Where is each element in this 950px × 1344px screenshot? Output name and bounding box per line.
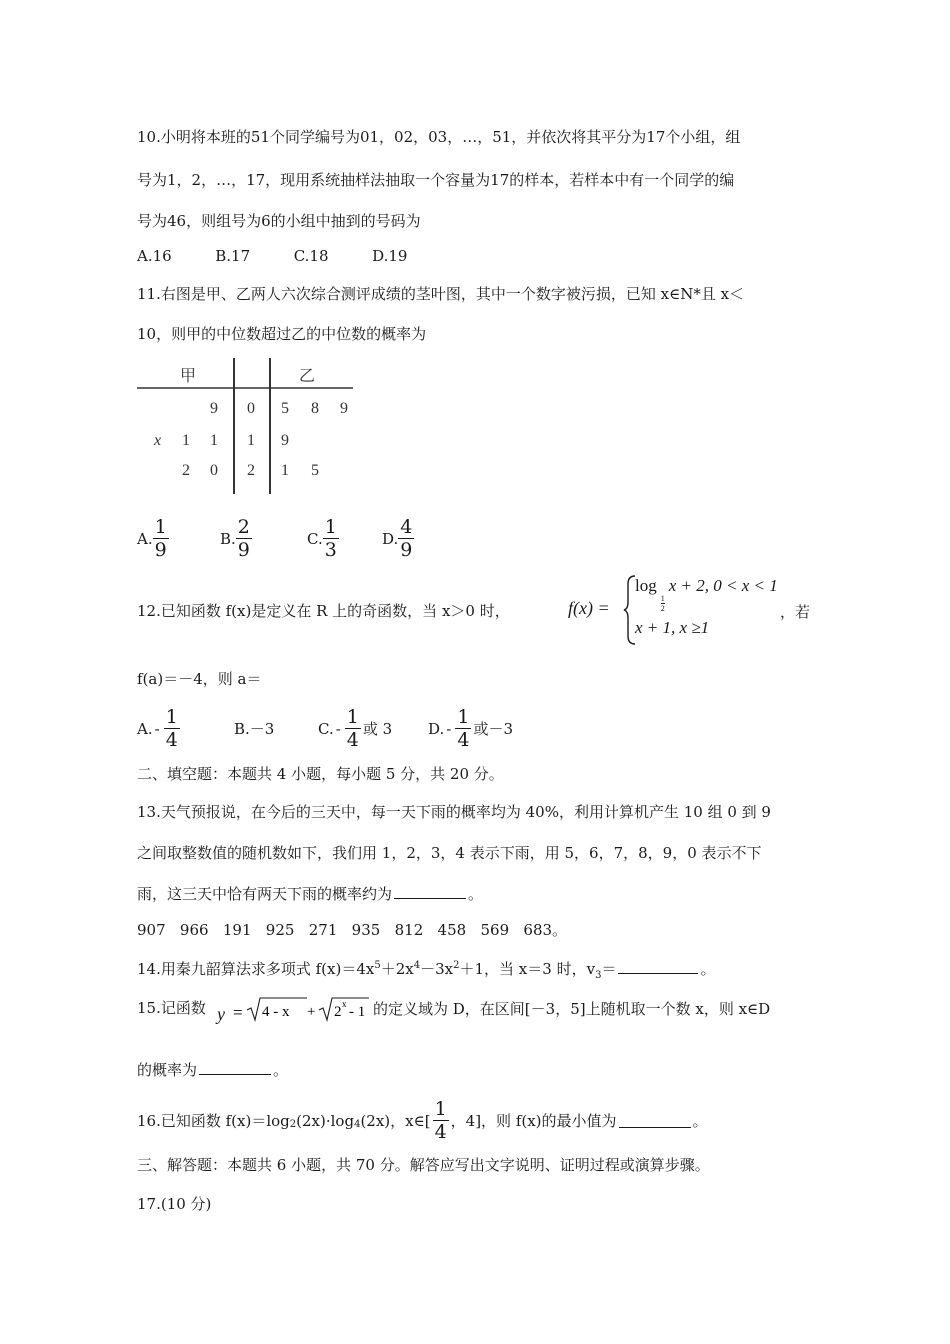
q13-random-numbers: 907 966 191 925 271 935 812 458 569 683。 (137, 921, 568, 939)
q10-option-a: A.16 (137, 247, 172, 265)
q10-line2: 号为1，2，…，17，现用系统抽样法抽取一个容量为17的样本，若样本中有一个同学的编 (137, 171, 735, 189)
q11-option-b: B. $\frac{2}{9}$ (220, 516, 250, 561)
q10-line1: 10.小明将本班的51个同学编号为01，02，03，…，51，并依次将其平分为17个小组，组 (137, 128, 741, 146)
answer-blank[interactable] (619, 1113, 691, 1128)
q13-line1: 13.天气预报说，在今后的三天中，每一天下雨的概率均为 40%，利用计算机产生 10 组 0 到 9 (137, 803, 771, 821)
header-jia: 甲 (180, 368, 197, 385)
fraction: $\frac{4}{9}$ (400, 516, 413, 561)
q10-options (137, 246, 407, 266)
q14-line: 14.用秦九韶算法求多项式 $f(x)=4x^5+2x^4-3x^2+1$，当 x＝3 时，$v_3=$ 。 (137, 960, 716, 981)
header-yi: 乙 (299, 368, 316, 385)
q15-line2: 的概率为 。 (137, 1061, 289, 1079)
case-1: log $\frac{1}{2}$ x + 2, 0 < x < 1 (635, 576, 778, 613)
svg-text:+: + (307, 1004, 316, 1020)
svg-text:=: = (233, 1003, 243, 1022)
stem-leaf-plot (137, 358, 357, 498)
svg-text:- 1: - 1 (349, 1004, 366, 1020)
leaf-left-r1-1: 1 (182, 432, 190, 449)
q12-line2: f(a)＝－4，则 a＝ (137, 670, 262, 688)
q12-option-b: B.－3 (234, 720, 275, 738)
q12-option-d: D. - $\frac{1}{4}$ 或－3 (428, 706, 513, 751)
q13-line2: 之间取整数值的随机数如下，我们用 1，2，3，4 表示下雨，用 5，6，7，8，9，0 表示不下 (137, 844, 762, 862)
fraction: $\frac{2}{9}$ (237, 516, 250, 561)
q16-line: 16.已知函数 f(x)＝log $_2$ (2x)·log $_4$ (2x)，x∈[ $\frac{1}{4}$ ，4]，则 f(x)的最小值为 。 (137, 1098, 708, 1143)
leaf-left-r2-1: 0 (210, 462, 218, 479)
fraction: $\frac{1}{9}$ (154, 516, 167, 561)
svg-text:2: 2 (334, 1004, 342, 1020)
q15-formula: y = 4 - x + 2 x - 1 (217, 994, 371, 1026)
q12-option-c: C. - $\frac{1}{4}$ 或 3 (318, 706, 393, 751)
fraction: $\frac{1}{4}$ (165, 706, 178, 751)
section-2-heading: 二、填空题：本题共 4 小题，每小题 5 分，共 20 分。 (137, 765, 504, 783)
q11-option-d: D. $\frac{4}{9}$ (382, 516, 413, 561)
leaf-right-r2-1: 5 (311, 462, 319, 479)
leaf-left-r1-2: 1 (210, 432, 218, 449)
q13-line3: 雨，这三天中恰有两天下雨的概率约为 。 (137, 885, 484, 903)
q11-line1: 11.右图是甲、乙两人六次综合测评成绩的茎叶图，其中一个数字被污损，已知 x∈N*且 x＜ (137, 285, 745, 303)
leaf-right-r0-1: 8 (311, 400, 319, 417)
q12-option-a: A. - $\frac{1}{4}$ (137, 706, 178, 751)
sqrt-signs (217, 994, 371, 1026)
q10-option-c: C.18 (293, 247, 329, 265)
svg-text:4 - x: 4 - x (262, 1004, 290, 1020)
fraction: $\frac{1}{3}$ (324, 516, 337, 561)
fraction: $\frac{1}{4}$ (434, 1098, 447, 1143)
q17-heading: 17.(10 分) (137, 1195, 212, 1213)
q15-line1: 15.记函数 (137, 999, 206, 1017)
fraction: $\frac{1}{4}$ (346, 706, 359, 751)
q11-line2: 10，则甲的中位数超过乙的中位数的概率为 (137, 325, 427, 343)
fraction: $\frac{1}{4}$ (457, 706, 470, 751)
q11-option-c: C. $\frac{1}{3}$ (307, 516, 337, 561)
leaf-right-r1-0: 9 (281, 432, 289, 449)
case-2: x + 1, x ≥1 (635, 618, 710, 637)
leaf-left-r2-0: 2 (182, 462, 190, 479)
leaf-right-r2-0: 1 (281, 462, 289, 479)
q12-line1: 12.已知函数 f(x)是定义在 R 上的奇函数，当 x＞0 时， (137, 602, 510, 620)
q12-tail: ，若 (780, 603, 811, 621)
piecewise-function (623, 574, 793, 646)
q10-option-b: B.17 (215, 247, 251, 265)
stem-r0: 0 (247, 400, 255, 417)
q11-option-a: A. $\frac{1}{9}$ (137, 516, 167, 561)
stem-r1: 1 (247, 432, 255, 449)
q15-line1-tail: 的定义域为 D，在区间[－3，5]上随机取一个数 x，则 x∈D (373, 1000, 771, 1018)
svg-text:x: x (342, 999, 347, 1009)
q10-option-d: D.19 (372, 247, 408, 265)
q10-line3: 号为46，则组号为6的小组中抽到的号码为 (137, 212, 421, 230)
section-3-heading: 三、解答题：本题共 6 小题，共 70 分。解答应写出文字说明、证明过程或演算步骤。 (137, 1156, 710, 1174)
answer-blank[interactable] (394, 884, 466, 899)
q12-fx: f(x) = (568, 598, 610, 618)
stem-r2: 2 (247, 462, 255, 479)
leaf-right-r0-2: 9 (340, 400, 348, 417)
leaf-left-r1-0: x (154, 432, 162, 449)
leaf-left-r0-0: 9 (210, 400, 218, 417)
answer-blank[interactable] (199, 1060, 271, 1075)
answer-blank[interactable] (618, 959, 698, 974)
leaf-right-r0-0: 5 (281, 400, 289, 417)
log-base: $\frac{1}{2}$ (660, 594, 665, 613)
